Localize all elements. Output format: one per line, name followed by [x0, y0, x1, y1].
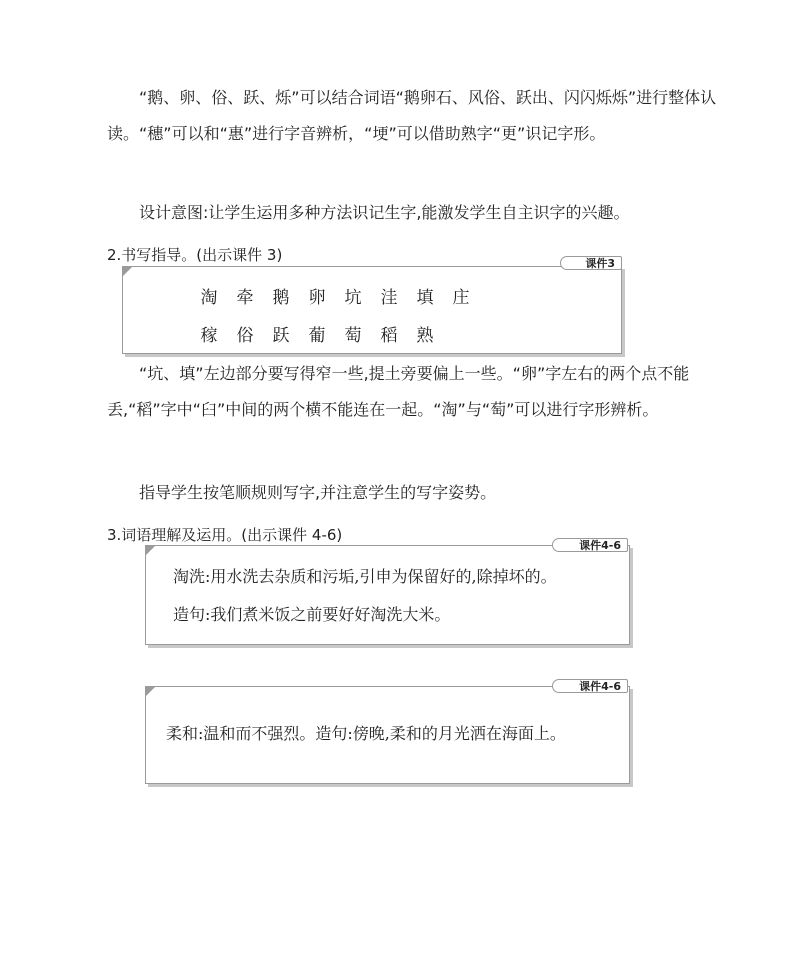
writing-char: 鹅	[272, 288, 290, 308]
writing-char: 庄	[452, 288, 470, 308]
writing-char: 洼	[380, 288, 398, 308]
writing-guidance-paragraph: “坑、填”左边部分要写得窄一些,提土旁要偏上一些。“卵”字左右的两个点不能丢,“稻”字中“臼”中间的两个横不能连在一起。“淘”与“萄”可以进行字形辨析。	[107, 364, 690, 419]
design-intent-paragraph: 设计意图:让学生运用多种方法识记生字,能激发学生自主识字的兴趣。	[139, 203, 630, 222]
section-3-title: 3.词语理解及运用。(出示课件 4-6)	[107, 526, 343, 544]
writing-char: 葡	[308, 326, 326, 346]
writing-chars-row-1	[191, 283, 479, 308]
courseware-3-tag: 课件3	[560, 256, 622, 270]
word-definition-taoxi: 淘洗:用水洗去杂质和污垢,引申为保留好的,除掉坏的。	[173, 567, 557, 586]
courseware-4-6-box-2	[145, 686, 630, 784]
writing-char: 跃	[272, 326, 290, 346]
courseware-4-6-box-1	[145, 545, 630, 645]
writing-char: 俗	[236, 326, 254, 346]
box-corner-decoration	[146, 687, 155, 696]
courseware-4-6-tag-1: 课件4-6	[552, 538, 628, 552]
word-definition-rouhe: 柔和:温和而不强烈。造句:傍晚,柔和的月光洒在海面上。	[166, 724, 566, 743]
writing-char: 卵	[308, 288, 326, 308]
writing-char: 稻	[380, 326, 398, 346]
writing-char: 熟	[416, 326, 434, 346]
intro-paragraph: “鹅、卵、俗、跃、烁”可以结合词语“鹅卵石、风俗、跃出、闪闪烁烁”进行整体认读。“穗”可以和“惠”进行字音辨析，“埂”可以借助熟字“更”识记字形。	[107, 88, 717, 143]
box-corner-decoration	[123, 267, 132, 276]
courseware-4-6-tag-2: 课件4-6	[552, 679, 628, 693]
writing-char: 稼	[200, 326, 218, 346]
writing-chars-row-2	[191, 321, 443, 346]
sentence-example-taoxi: 造句:我们煮米饭之前要好好淘洗大米。	[173, 605, 451, 624]
writing-char: 牵	[236, 288, 254, 308]
writing-char: 坑	[344, 288, 362, 308]
section-2-title: 2.书写指导。(出示课件 3)	[107, 246, 283, 264]
writing-char: 萄	[344, 326, 362, 346]
courseware-3-box	[122, 266, 622, 354]
writing-posture-paragraph: 指导学生按笔顺规则写字,并注意学生的写字姿势。	[139, 483, 497, 502]
writing-char: 淘	[200, 288, 218, 308]
writing-char: 填	[416, 288, 434, 308]
box-corner-decoration	[146, 546, 155, 555]
